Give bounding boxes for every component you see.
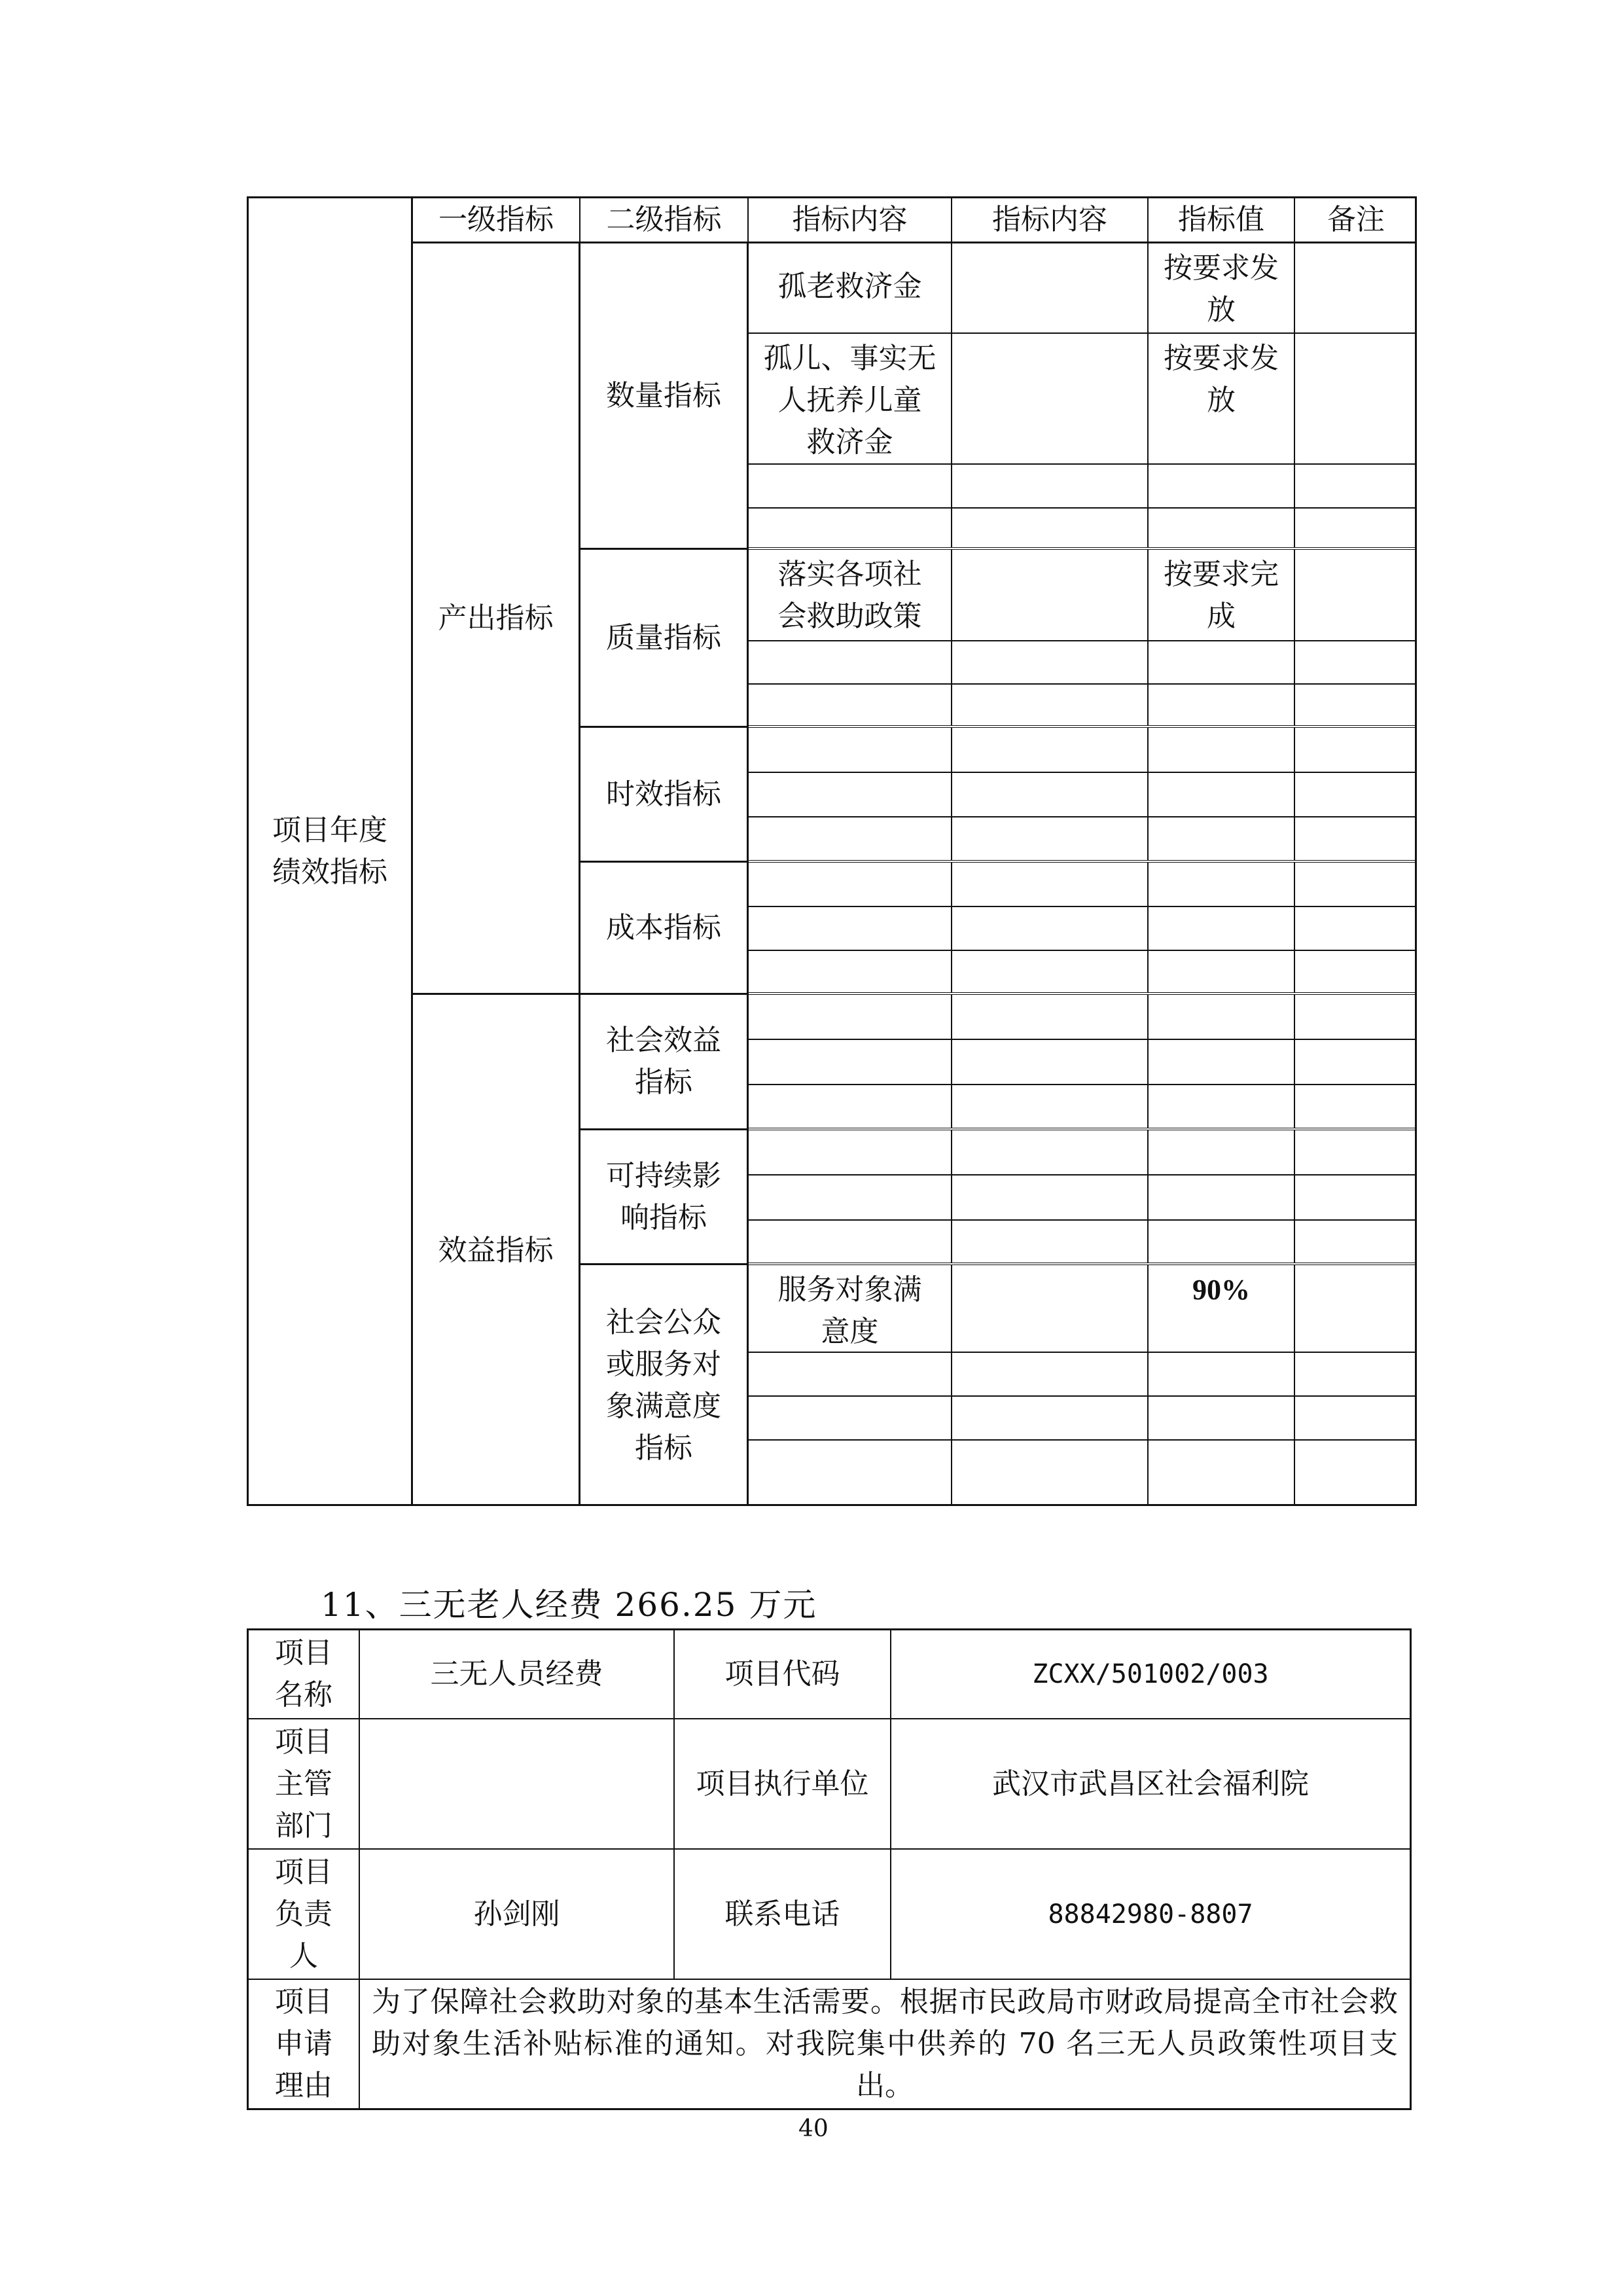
level2-satisfaction: 社会公众 或服务对 象满意度 指标 [580,1265,749,1506]
remark-cell [1295,334,1417,463]
owner-label: 项目 负责 人 [249,1850,360,1980]
level2-cost: 成本指标 [580,863,749,995]
content2-cell [952,817,1149,860]
value-cell [1149,907,1295,950]
content-cell [749,995,952,1039]
level1-output: 产出指标 [413,243,580,995]
project-name-value: 三无人员经费 [360,1630,675,1719]
value-cell [1149,1130,1295,1174]
content2-cell [952,641,1149,683]
value-cell [1149,1040,1295,1084]
content-cell: 服务对象满 意度 [749,1265,952,1352]
phone-label: 联系电话 [675,1850,891,1980]
project-code-label: 项目代码 [675,1630,891,1719]
content2-cell [952,728,1149,772]
table-row [749,1130,1417,1175]
value-cell [1149,1221,1295,1263]
content2-cell [952,1130,1149,1174]
table-row [749,685,1417,728]
content-cell [749,509,952,547]
level2-sustainability: 可持续影 响指标 [580,1130,749,1265]
content-cell [749,1353,952,1395]
table-row [749,995,1417,1040]
reason-value: 为了保障社会救助对象的基本生活需要。根据市民政局市财政局提高全市社会救助对象生活补贴标准的通知。对我院集中供养的 70 名三无人员政策性项目支出。 [372,1985,1398,2102]
performance-table [413,196,1417,1506]
table-row [749,1175,1417,1221]
content2-cell [952,1040,1149,1084]
value-cell [1149,509,1295,547]
level2-quantity: 数量指标 [580,243,749,550]
value-cell [1149,773,1295,816]
content2-cell [952,907,1149,950]
phone-value: 88842980-8807 [891,1850,1410,1980]
perf-row-label-cell [247,196,413,1506]
level1-benefit: 效益指标 [413,995,580,1506]
value-cell [1149,641,1295,683]
dept-value [360,1719,675,1850]
content-cell [749,773,952,816]
project-name-label: 项目 名称 [249,1630,360,1719]
value-cell [1149,728,1295,772]
level2-social-benefit: 社会效益 指标 [580,995,749,1130]
value-cell [1149,1085,1295,1128]
table-row [749,1221,1417,1265]
content-cell [749,1130,952,1174]
content-cell [749,1397,952,1439]
value-cell [1149,817,1295,860]
content2-cell [952,1397,1149,1439]
perf-row-label: 项目年度 绩效指标 [272,813,387,889]
header-level1: 一级指标 [413,198,580,243]
content-cell [749,817,952,860]
table-row [749,465,1417,509]
content2-cell [952,509,1149,547]
content2-cell [952,1175,1149,1219]
content2-cell [952,995,1149,1039]
content2-cell [952,773,1149,816]
header-content-1: 指标内容 [749,198,952,243]
table-row [749,728,1417,773]
header-level2: 二级指标 [580,198,749,243]
level2-quality: 质量指标 [580,550,749,728]
content-cell [749,863,952,906]
remark-cell [1295,243,1417,332]
content-cell [749,465,952,507]
content2-cell [952,1085,1149,1128]
content-cell: 孤儿、事实无 人抚养儿童 救济金 [749,334,952,463]
value-cell [1149,1397,1295,1439]
value-cell [1149,1441,1295,1506]
content-cell [749,685,952,725]
value-cell [1149,951,1295,992]
value-cell [1149,465,1295,507]
content-cell [749,1221,952,1263]
value-cell: 按要求完 成 [1149,550,1295,640]
value-cell: 90% [1149,1265,1295,1352]
content2-cell [952,334,1149,463]
table-row [749,1441,1417,1506]
content2-cell [952,863,1149,906]
table-row [749,1265,1417,1353]
value-cell [1149,685,1295,725]
table-row [749,817,1417,863]
table-row [749,1353,1417,1397]
project-info-table [247,1628,1412,2110]
content-cell [749,951,952,992]
table-row [749,1040,1417,1085]
value-cell [1149,1175,1295,1219]
content-cell [749,1441,952,1506]
content-cell [749,1175,952,1219]
table-row [749,243,1417,334]
table-row [749,550,1417,641]
page-number: 40 [798,2115,829,2142]
content-cell [749,728,952,772]
header-content-2: 指标内容 [952,198,1149,243]
table-row [749,641,1417,685]
owner-value: 孙剑刚 [360,1850,675,1980]
exec-unit-value: 武汉市武昌区社会福利院 [891,1719,1410,1850]
table-row [749,907,1417,951]
section-title: 11、三无老人经费 266.25 万元 [321,1586,817,1624]
value-cell: 按要求发 放 [1149,334,1295,463]
table-row [749,334,1417,465]
content-cell [749,1085,952,1128]
content2-cell [952,550,1149,640]
value-cell [1149,1353,1295,1395]
project-code-value: ZCXX/501002/003 [891,1630,1410,1719]
value-cell [1149,995,1295,1039]
reason-label: 项目 申请 理由 [249,1980,360,2108]
value-cell [1149,863,1295,906]
dept-label: 项目 主管 部门 [249,1719,360,1850]
content-cell: 孤老救济金 [749,243,952,332]
content-cell [749,1040,952,1084]
content2-cell [952,951,1149,992]
header-remark: 备注 [1295,198,1417,243]
content2-cell [952,685,1149,725]
level2-timeliness: 时效指标 [580,728,749,863]
content2-cell [952,465,1149,507]
content-cell: 落实各项社 会救助政策 [749,550,952,640]
table-row [749,863,1417,907]
content2-cell [952,1265,1149,1352]
content-cell [749,641,952,683]
content2-cell [952,1221,1149,1263]
header-value: 指标值 [1149,198,1295,243]
content2-cell [952,1441,1149,1506]
value-cell: 按要求发 放 [1149,243,1295,332]
content2-cell [952,1353,1149,1395]
content2-cell [952,243,1149,332]
table-row [749,1085,1417,1130]
table-row [749,773,1417,817]
table-row [749,509,1417,550]
content-cell [749,907,952,950]
table-row [749,951,1417,995]
exec-unit-label: 项目执行单位 [675,1719,891,1850]
table-row [749,1397,1417,1441]
